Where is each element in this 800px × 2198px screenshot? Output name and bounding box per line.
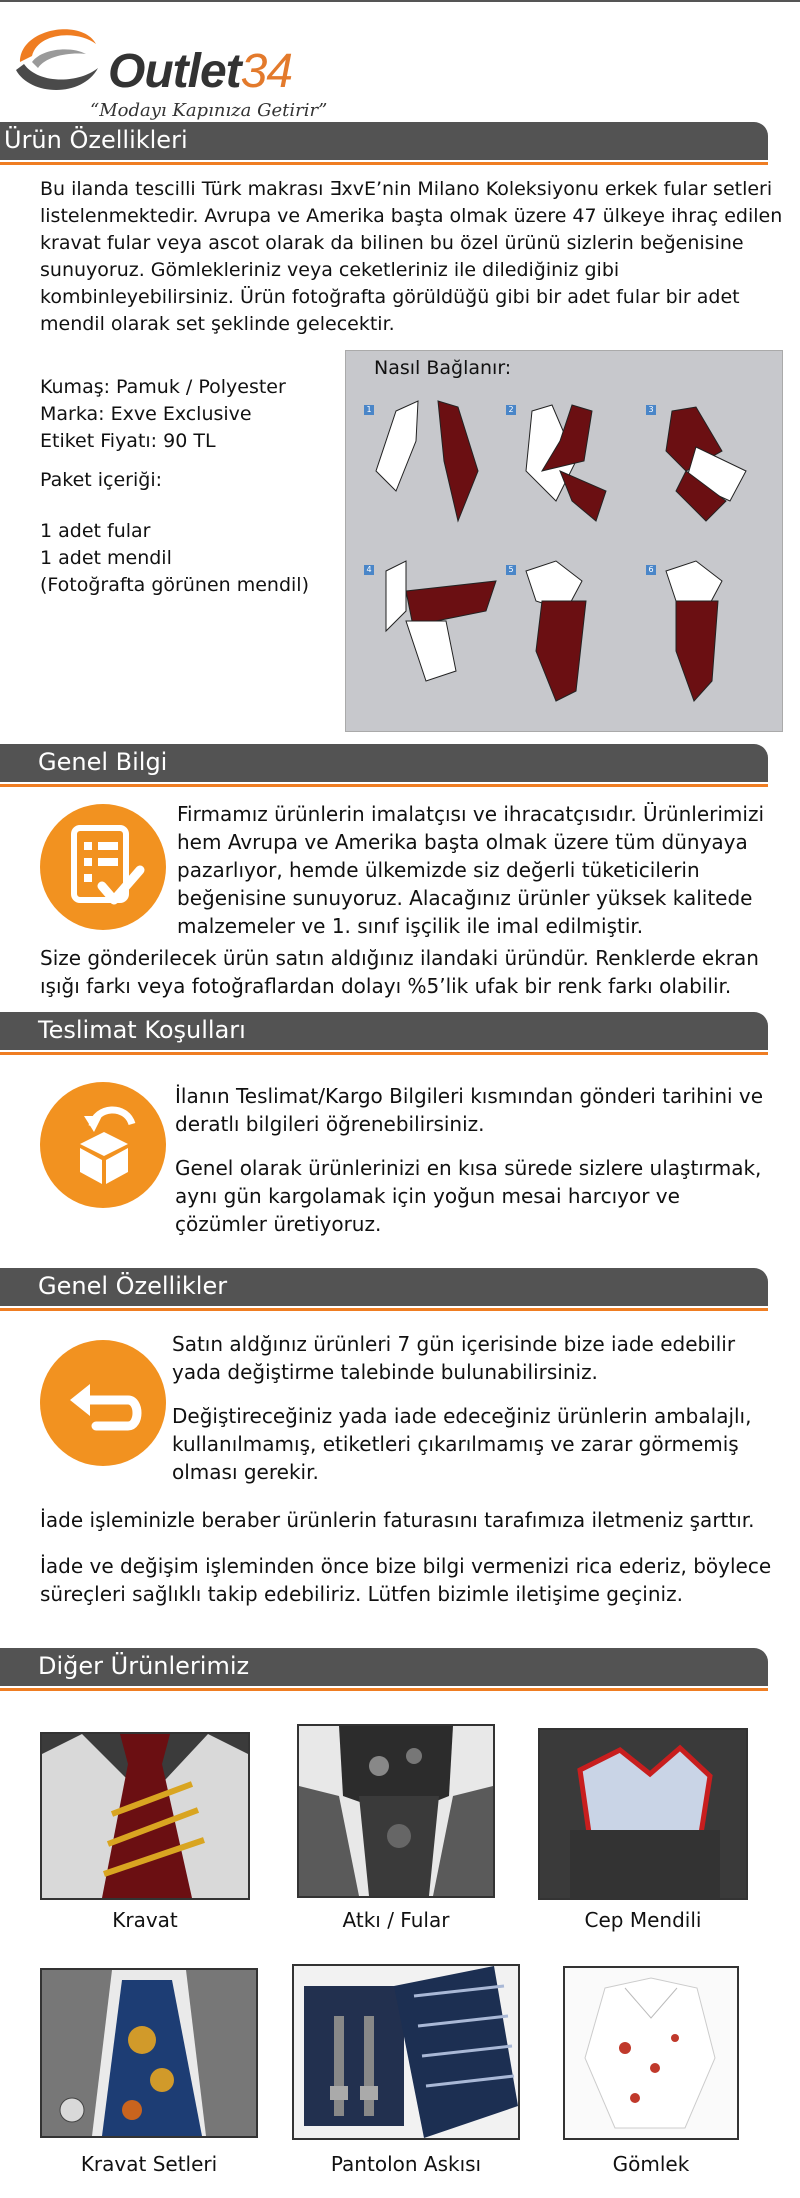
section-title: Teslimat Koşulları (38, 1016, 246, 1044)
how-to-tie-title: Nasıl Bağlanır: (374, 357, 512, 379)
general-info-text: Firmamız ürünlerin imalatçısı ve ihracatçısıdır. Ürünlerimizi hem Avrupa ve Amerika başta olmak üzere tüm dünyaya pazarlıyor, hemde ülkemizde siz değerli tüketicilerin beğenisine sunuyoruz. Alacağınız ürünler yüksek kalitede malzemeler ve 1. sınıf işçilik ile imal edilmiştir. (177, 802, 765, 938)
section-header-other-products (0, 1648, 768, 1686)
section-underline (0, 1688, 768, 1691)
step-number: 5 (506, 565, 516, 575)
section-header-delivery (0, 1012, 768, 1050)
return-policy-text: Satın aldğınız ürünleri 7 gün içerisinde bize iade edebilir yada değiştirme talebinde bulunabilirsiniz. Değiştireceğiniz yada iade edeceğiniz ürünlerin ambalajlı, kullanılmamış, etiketleri çıkarılmamış ve zarar görmemiş olması gerekir. (172, 1332, 752, 1484)
features-intro: Bu ilanda tescilli Türk makrası ∃xvE’nin Milano Koleksiyonu erkek fular setleri listelenmektedir. Avrupa ve Amerika başta olmak üzere 47 ülkeye ihraç edilen kravat fular veya ascot olarak da bilinen bu özel ürünü sizlerin beğenisine sunuyoruz. Gömlekleriniz veya ceketleriniz ile dilediğiniz gibi kombinleyebilirsiniz. Ürün fotoğrafta görüldüğü gibi bir adet fular bir adet mendil olarak set şeklinde gelecektir. (40, 178, 783, 335)
package-title: Paket içeriği: (40, 469, 162, 491)
step-number: 3 (646, 405, 656, 415)
product-thumb-scarf[interactable] (297, 1724, 495, 1898)
section-underline (0, 784, 768, 787)
product-label[interactable]: Kravat (112, 1908, 178, 1932)
package-return-icon (40, 1082, 166, 1208)
package-item-handkerchief: 1 adet mendil (40, 547, 172, 569)
brand-slogan: “Modayı Kapınıza Getirir” (90, 100, 328, 121)
product-specs (40, 374, 340, 599)
product-label[interactable]: Gömlek (612, 2152, 690, 2176)
step-number: 2 (506, 405, 516, 415)
checklist-icon (40, 804, 166, 930)
product-thumb-suspenders[interactable] (292, 1964, 520, 2140)
section-underline (0, 1052, 768, 1055)
top-divider (0, 0, 800, 2)
general-info-note: Size gönderilecek ürün satın aldığınız ilandaki üründür. Renklerde ekran ışığı farkı veya fotoğraflardan dolayı %5’lik ufak bir renk farkı olabilir. (40, 946, 759, 998)
product-label[interactable]: Cep Mendili (584, 1908, 702, 1932)
brand-name: Outlet34 (108, 45, 293, 98)
section-header-features (0, 122, 768, 160)
section-title: Genel Özellikler (38, 1272, 228, 1300)
product-thumb-shirt[interactable] (563, 1966, 739, 2140)
section-header-general-info (0, 744, 768, 782)
section-header-general-features (0, 1268, 768, 1306)
product-thumb-tie[interactable] (40, 1732, 250, 1900)
product-thumb-tie-set[interactable] (40, 1968, 258, 2138)
step-number: 1 (364, 405, 374, 415)
spec-brand: Marka: Exve Exclusive (40, 403, 252, 425)
return-arrow-icon (40, 1340, 166, 1466)
section-title: Genel Bilgi (38, 748, 168, 776)
section-title: Ürün Özellikleri (4, 126, 188, 154)
product-label[interactable]: Kravat Setleri (80, 2152, 218, 2176)
product-label[interactable]: Atkı / Fular (342, 1908, 450, 1932)
package-item-scarf: 1 adet fular (40, 520, 151, 542)
step-number: 6 (646, 565, 656, 575)
logo-swoosh-icon (12, 18, 102, 98)
how-to-tie-diagram (345, 350, 783, 732)
step-number: 4 (364, 565, 374, 575)
section-title: Diğer Ürünlerimiz (38, 1652, 250, 1680)
spec-fabric: Kumaş: Pamuk / Polyester (40, 376, 286, 398)
tie-steps-illustration (346, 351, 782, 731)
product-label[interactable]: Pantolon Askısı (330, 2152, 482, 2176)
delivery-text: İlanın Teslimat/Kargo Bilgileri kısmından gönderi tarihini ve deratlı bilgileri öğrenebilirsiniz. Genel olarak ürünlerinizi en kısa sürede sizlere ulaştırmak, aynı gün kargolamak için yoğun mesai harcıyor ve çözümler üretiyoruz. (175, 1084, 764, 1236)
brand-logo[interactable] (12, 14, 332, 121)
product-thumb-pocket-square[interactable] (538, 1728, 748, 1900)
section-underline (0, 1308, 768, 1311)
package-note: (Fotoğrafta görünen mendil) (40, 574, 309, 596)
spec-price: Etiket Fiyatı: 90 TL (40, 430, 216, 452)
invoice-note: İade işleminizle beraber ürünlerin faturasını tarafımıza iletmeniz şarttır. İade ve değişim işleminden önce bize bilgi vermenizi rica ederiz, böylece süreçleri sağlıklı takip edebiliriz. Lütfen bizimle iletişime geçiniz. (40, 1508, 772, 1606)
section-underline (0, 162, 768, 165)
